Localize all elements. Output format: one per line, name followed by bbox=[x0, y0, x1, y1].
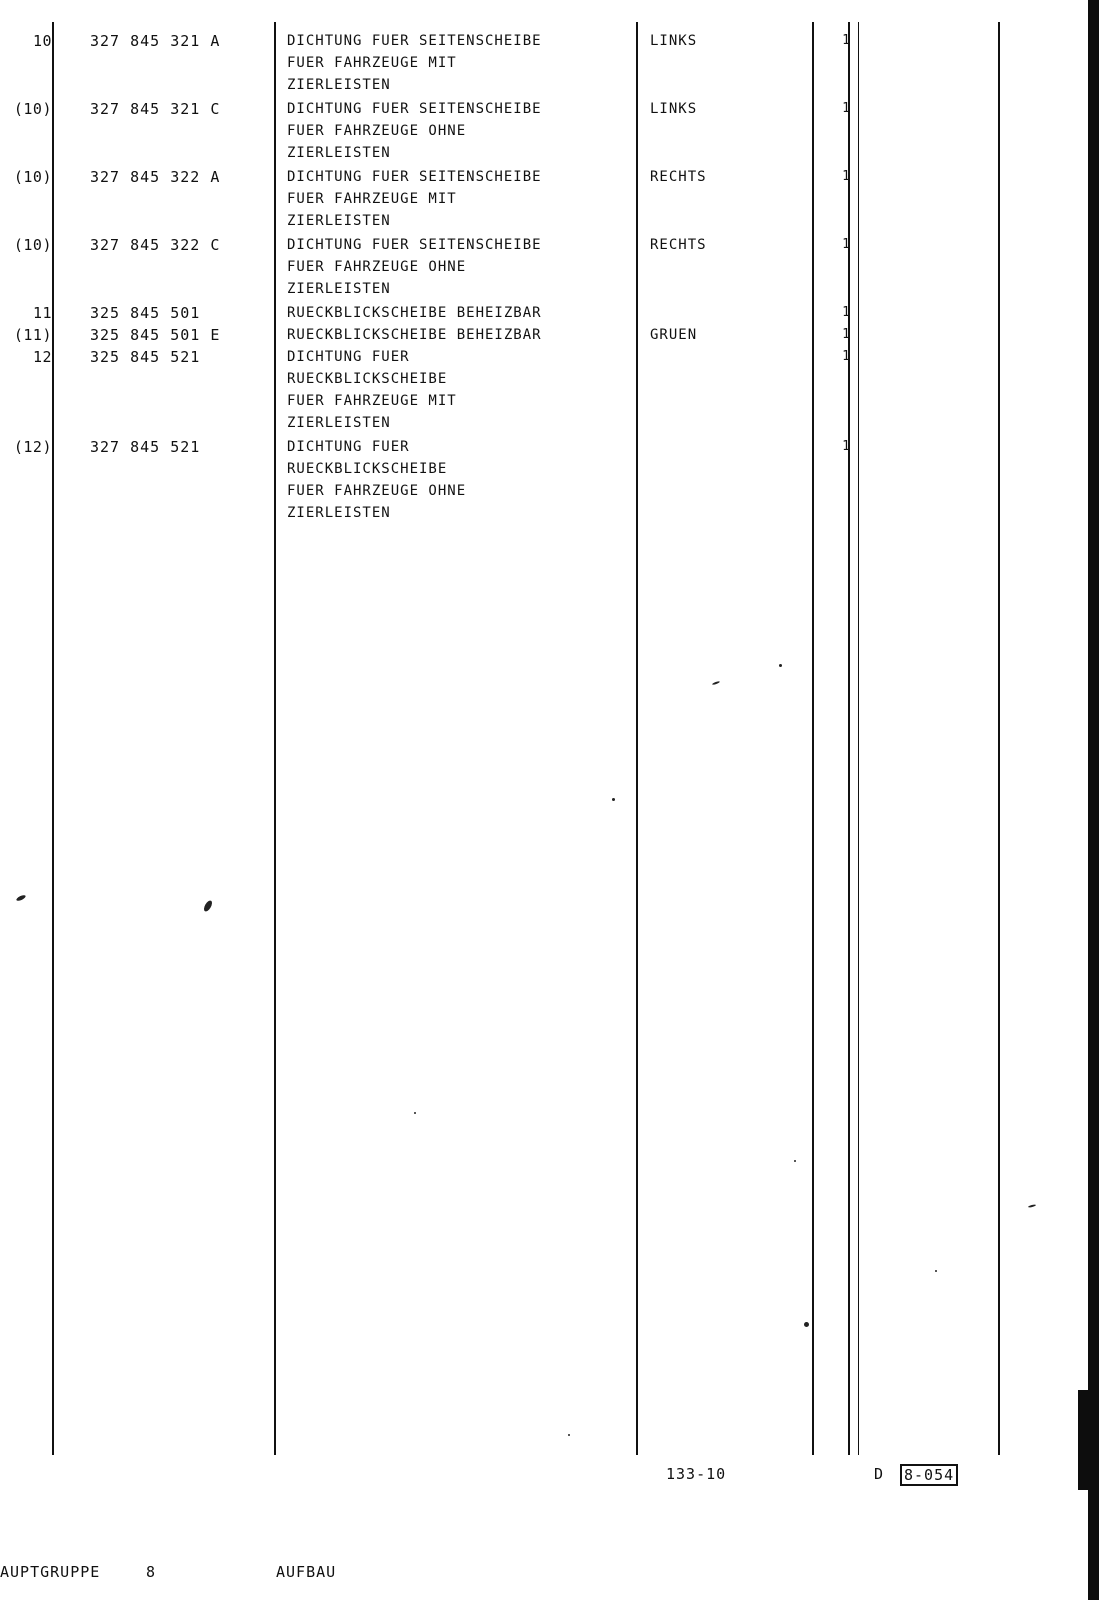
page-code-box: 8-054 bbox=[900, 1464, 958, 1486]
row-remark: GRUEN bbox=[650, 327, 698, 343]
row-description-line: DICHTUNG FUER bbox=[287, 349, 410, 365]
row-description-line: DICHTUNG FUER SEITENSCHEIBE bbox=[287, 169, 542, 185]
row-description-line: ZIERLEISTEN bbox=[287, 505, 391, 521]
row-quantity: 1 bbox=[842, 327, 850, 342]
column-rule-note bbox=[812, 22, 814, 1455]
row-description-line: ZIERLEISTEN bbox=[287, 77, 391, 93]
row-description-line: FUER FAHRZEUGE OHNE bbox=[287, 483, 467, 499]
scan-edge-bar bbox=[1088, 0, 1099, 1600]
scan-speck bbox=[804, 1322, 809, 1327]
column-rule-remarks bbox=[998, 22, 1000, 1455]
row-quantity: 1 bbox=[842, 439, 850, 454]
column-rule-part bbox=[274, 22, 276, 1455]
row-remark: RECHTS bbox=[650, 169, 707, 185]
column-rule-qty-right bbox=[858, 22, 859, 1455]
scan-speck bbox=[202, 899, 213, 912]
catalog-reference: 133-10 bbox=[666, 1465, 727, 1483]
scan-speck bbox=[612, 798, 615, 801]
row-position: 10 bbox=[32, 32, 52, 50]
row-position: (10) bbox=[13, 100, 52, 118]
row-description-line: FUER FAHRZEUGE MIT bbox=[287, 55, 457, 71]
row-description-line: FUER FAHRZEUGE OHNE bbox=[287, 123, 467, 139]
row-part-number: 325 845 501 E bbox=[90, 326, 221, 344]
row-part-number: 327 845 322 A bbox=[90, 168, 221, 186]
row-description-line: RUECKBLICKSCHEIBE bbox=[287, 461, 448, 477]
row-position: (11) bbox=[13, 326, 52, 344]
row-part-number: 327 845 321 A bbox=[90, 32, 221, 50]
column-rule-pos bbox=[52, 22, 54, 1455]
row-remark: LINKS bbox=[650, 33, 698, 49]
row-description-line: RUECKBLICKSCHEIBE BEHEIZBAR bbox=[287, 305, 542, 321]
row-description-line: DICHTUNG FUER SEITENSCHEIBE bbox=[287, 33, 542, 49]
row-description-line: ZIERLEISTEN bbox=[287, 281, 391, 297]
scan-speck bbox=[568, 1434, 570, 1436]
row-description-line: RUECKBLICKSCHEIBE bbox=[287, 371, 448, 387]
row-part-number: 327 845 321 C bbox=[90, 100, 221, 118]
row-position: 11 bbox=[32, 304, 52, 322]
scan-speck bbox=[935, 1270, 937, 1272]
scan-edge-bar-lower bbox=[1078, 1390, 1088, 1490]
scan-speck bbox=[1028, 1204, 1036, 1208]
row-description-line: ZIERLEISTEN bbox=[287, 415, 391, 431]
row-position: (12) bbox=[13, 438, 52, 456]
row-quantity: 1 bbox=[842, 237, 850, 252]
main-group-number: 8 bbox=[146, 1563, 157, 1581]
row-quantity: 1 bbox=[842, 101, 850, 116]
row-description-line: DICHTUNG FUER SEITENSCHEIBE bbox=[287, 101, 542, 117]
main-group-label: AUPTGRUPPE bbox=[0, 1563, 101, 1581]
row-description-line: RUECKBLICKSCHEIBE BEHEIZBAR bbox=[287, 327, 542, 343]
row-remark: LINKS bbox=[650, 101, 698, 117]
row-position: 12 bbox=[32, 348, 52, 366]
language-code: D bbox=[874, 1465, 885, 1483]
row-part-number: 325 845 521 bbox=[90, 348, 201, 366]
row-description-line: FUER FAHRZEUGE OHNE bbox=[287, 259, 467, 275]
row-quantity: 1 bbox=[842, 305, 850, 320]
scan-speck bbox=[712, 681, 720, 686]
row-description-line: FUER FAHRZEUGE MIT bbox=[287, 393, 457, 409]
row-quantity: 1 bbox=[842, 349, 850, 364]
scan-speck bbox=[414, 1112, 416, 1114]
row-position: (10) bbox=[13, 168, 52, 186]
row-part-number: 327 845 322 C bbox=[90, 236, 221, 254]
row-quantity: 1 bbox=[842, 169, 850, 184]
row-position: (10) bbox=[13, 236, 52, 254]
scan-speck bbox=[16, 894, 27, 902]
row-description-line: FUER FAHRZEUGE MIT bbox=[287, 191, 457, 207]
row-quantity: 1 bbox=[842, 33, 850, 48]
column-rule-desc bbox=[636, 22, 638, 1455]
row-description-line: ZIERLEISTEN bbox=[287, 145, 391, 161]
row-remark: RECHTS bbox=[650, 237, 707, 253]
scan-speck bbox=[794, 1160, 796, 1162]
scan-speck bbox=[779, 664, 782, 667]
row-description-line: DICHTUNG FUER SEITENSCHEIBE bbox=[287, 237, 542, 253]
main-group-name: AUFBAU bbox=[276, 1563, 337, 1581]
row-description-line: DICHTUNG FUER bbox=[287, 439, 410, 455]
row-description-line: ZIERLEISTEN bbox=[287, 213, 391, 229]
row-part-number: 327 845 521 bbox=[90, 438, 201, 456]
row-part-number: 325 845 501 bbox=[90, 304, 201, 322]
